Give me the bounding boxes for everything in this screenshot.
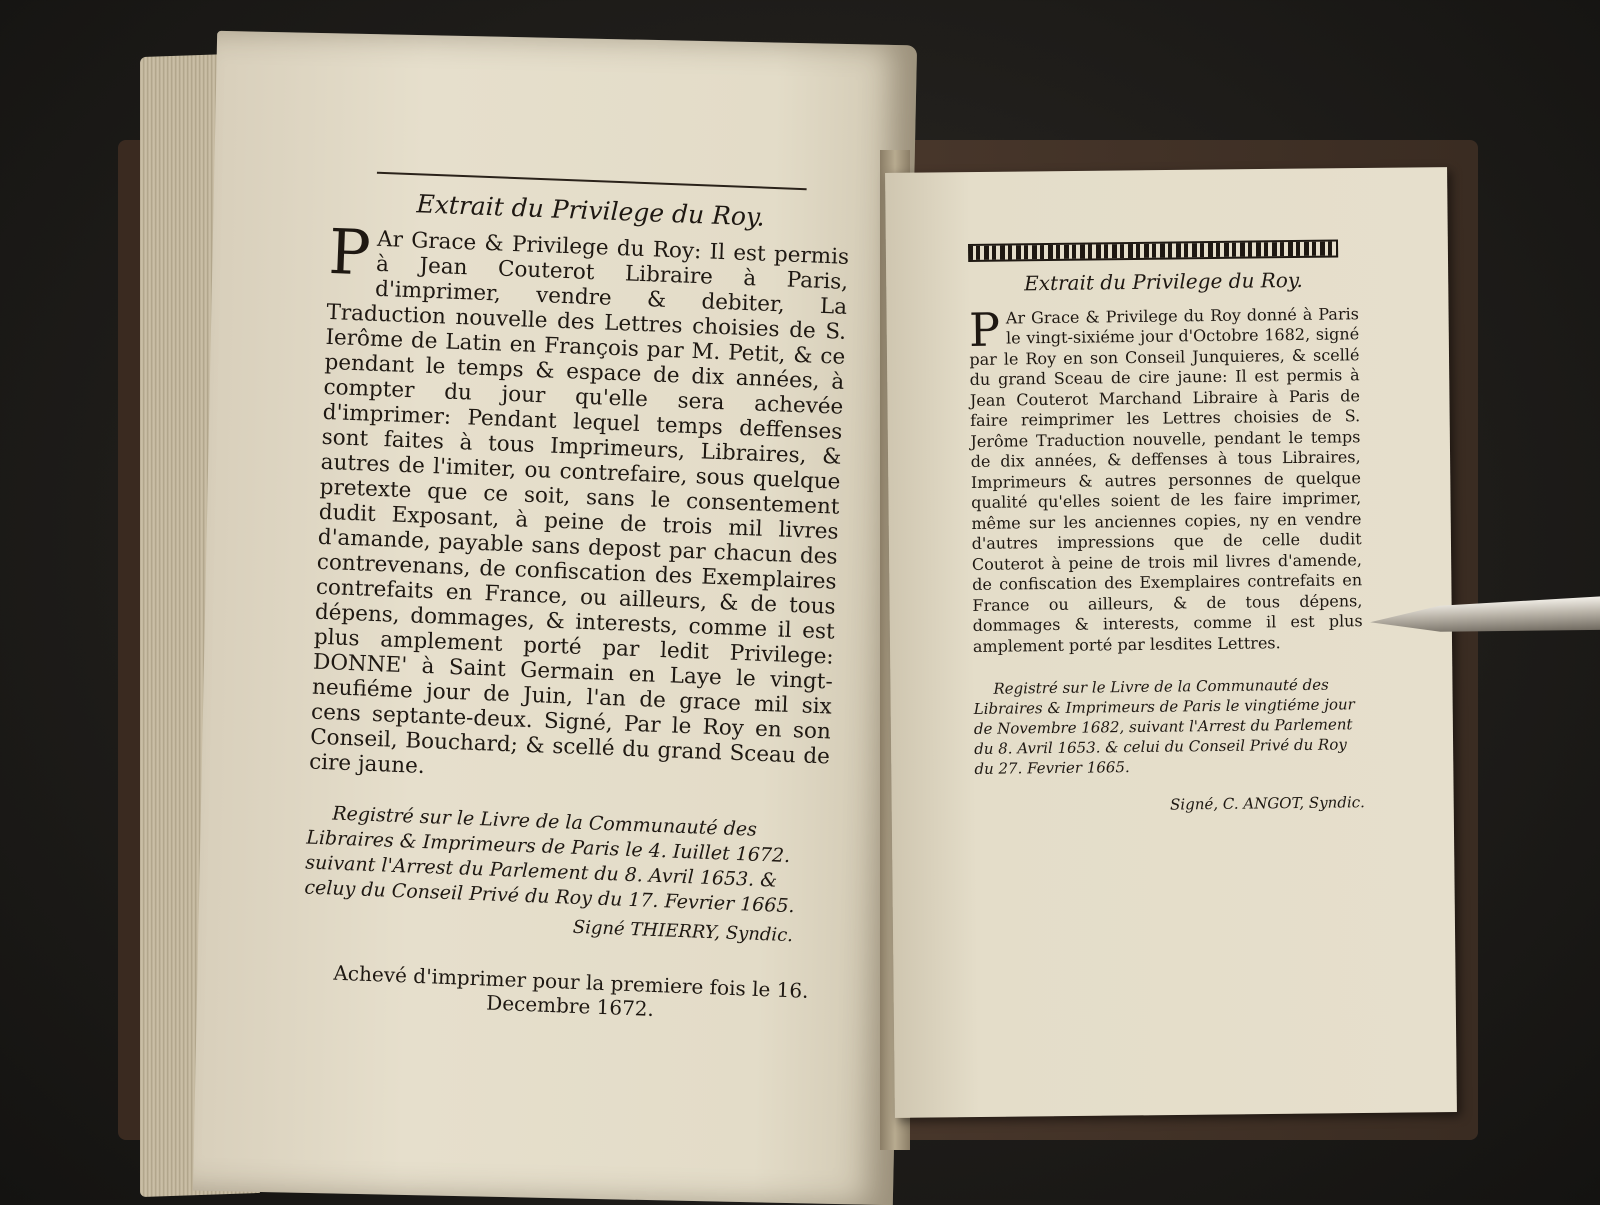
right-body — [969, 304, 1363, 657]
left-signature: Signé THIERRY, Syndic. — [572, 916, 794, 947]
right-body-text: Ar Grace & Privilege du Roy donné à Paris le vingt-sixiéme jour d'Octobre 1682, signé par le Roy en son Conseil Junquieres, & scellé du grand Sceau de cire jaune: Il est permis à Jean Couterot Marchand Libraire à Paris de faire reimprimer les Lettres choisies de S. Jerôme Traduction nouvelle, pendant le temps de dix années, & deffenses à tous Libraires, Imprimeurs & autres personnes de quelque qualité qu'elles soient de les faire imprimer, même sur les anciennes copies, ny en vendre d'autres impressions que de celle dudit Couterot à peine de trois mil livres d'amende, de confiscation des Exemplaires contrefaits en France ou ailleurs, & de tous dépens, dommages & interests, comme il est plus amplement porté par lesdites Lettres. — [969, 303, 1363, 656]
right-dropcap: P — [968, 302, 1001, 357]
left-registre: Registré sur le Livre de la Communauté des Libraires & Imprimeurs de Paris le 4. Iuillet 1672. suivant l'Arrest du Parlement du 8. Avril 1653. & celuy du Conseil Privé du Roy du 17. Fevrier 1665. — [304, 802, 795, 918]
left-page-text — [300, 170, 852, 1027]
left-dropcap: P — [327, 214, 372, 290]
right-registre: Registré sur le Livre de la Communauté des Libraires & Imprimeurs de Paris le vingtiéme jour de Novembre 1682, suivant l'Arrest du Parlement du 8. Avril 1653. & celui du Conseil Privé du Roy du 27. Fevrier 1665. — [973, 675, 1355, 778]
right-signature: Signé, C. ANGOT, Syndic. — [1169, 793, 1365, 814]
left-heading: Extrait du Privilege du Roy. — [416, 189, 766, 232]
metal-pointer — [1369, 594, 1600, 642]
right-page-text — [968, 239, 1365, 817]
left-body — [308, 214, 850, 795]
right-heading: Extrait du Privilege du Roy. — [1023, 267, 1303, 296]
left-acheve: Achevé d'imprimer pour la premiere fois le 16. Decembre 1672. — [333, 960, 809, 1021]
left-body-text: Ar Grace & Privilege du Roy: Il est permis à Jean Couterot Libraire à Paris, d'imprimer, vendre & debiter, La Traduction nouvelle des Lettres choisies de S. Ierôme de Latin en François par M. Petit, & ce pendant le temps & espace de dix années, à compter du jour qu'elle sera achevée d'imprimer: Pendant lequel temps deffenses sont faites à tous Imprimeurs, Libraires, & autres de l'imiter, ou contrefaire, sous quelque pretexte que ce soit, sans le consentement dudit Exposant, à peine de trois mil livres d'amande, payable sans depost par chacun des contrevenans, de confiscation des Exemplaires contrefaits en France, ou ailleurs, & de tous dépens, dommages, & interests, comme il est plus amplement porté par ledit Privilege: DONNE' à Saint Germain en Laye le vingt-neufiéme jour de Juin, l'an de grace mil six cens septante-deux. Signé, Par le Roy en son Conseil, Bouchard; & scellé du grand Sceau de cire jaune. — [308, 226, 850, 779]
ornament-band — [968, 239, 1338, 262]
